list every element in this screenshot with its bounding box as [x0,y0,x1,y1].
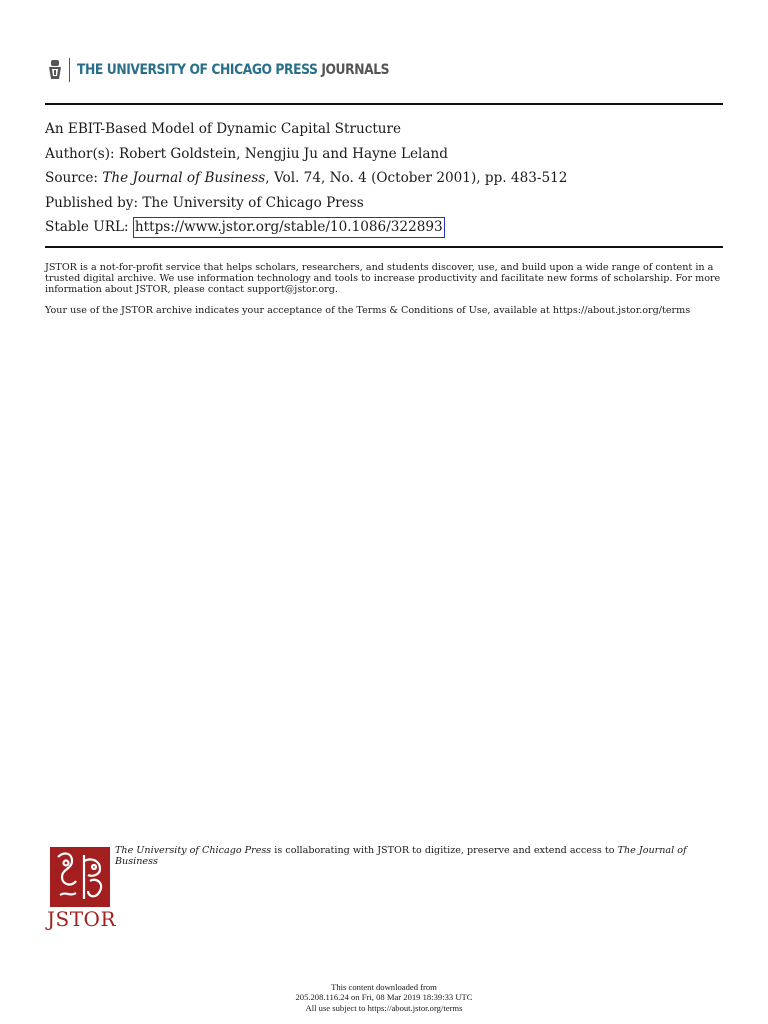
stable-url-link[interactable]: https://www.jstor.org/stable/10.1086/322893 [133,217,445,238]
jstor-emblem-icon [50,847,110,907]
article-title: An EBIT-Based Model of Dynamic Capital Structure [45,121,402,137]
source-journal: The Journal of Business [102,170,266,186]
middle-rule [45,246,723,248]
logo-divider [69,58,70,82]
collab-publisher: The University of Chicago Press [115,845,272,856]
collab-journal: The Journal of Business [115,845,687,867]
authors-line [45,142,567,167]
press-name [77,62,389,78]
top-rule [45,103,723,105]
source-details: , Vol. 74, No. 4 (October 2001), pp. 483-512 [265,170,568,186]
stable-url-line [45,215,567,240]
publisher-logo [47,56,444,84]
publisher-line [45,191,567,216]
journals-word: JOURNALS [321,62,390,78]
footer-line-3: All use subject to https://about.jstor.org/terms [305,1002,463,1013]
jstor-notice [45,263,725,327]
notice-paragraph-2: Your use of the JSTOR archive indicates your acceptance of the Terms & Conditions of Use, available at https://about.jstor.org/terms [45,304,691,316]
collaboration-text [115,845,715,867]
collab-middle: is collaborating with JSTOR to digitize, preserve and extend access to [271,845,618,856]
footer-line-2: 205.208.116.24 on Fri, 08 Mar 2019 18:39:33 UTC [295,992,473,1003]
collaboration-block [47,845,727,935]
download-footer [0,982,768,1013]
source-line [45,166,567,191]
publisher-value: The University of Chicago Press [142,194,364,211]
press-name-text: THE UNIVERSITY OF CHICAGO PRESS [77,62,318,78]
publisher-label: Published by: [45,194,139,211]
source-label: Source: [45,170,98,186]
stable-url-label: Stable URL: [45,219,129,235]
article-metadata [45,117,567,240]
authors-label: Author(s): [45,145,115,162]
authors-value: Robert Goldstein, Nengjiu Ju and Hayne Leland [118,145,448,162]
jstor-wordmark: JSTOR [47,907,117,931]
chicago-press-phoenix-icon [47,59,63,81]
footer-line-1: This content downloaded from [331,982,437,992]
notice-paragraph-1: JSTOR is a not-for-profit service that helps scholars, researchers, and students discover, use, and build upon a wide range of content in a trusted digital archive. We use information technology and tools to increase productivity and facilitate new forms of scholarship. For more information about JSTOR, please contact support@jstor.org. [45,262,721,295]
